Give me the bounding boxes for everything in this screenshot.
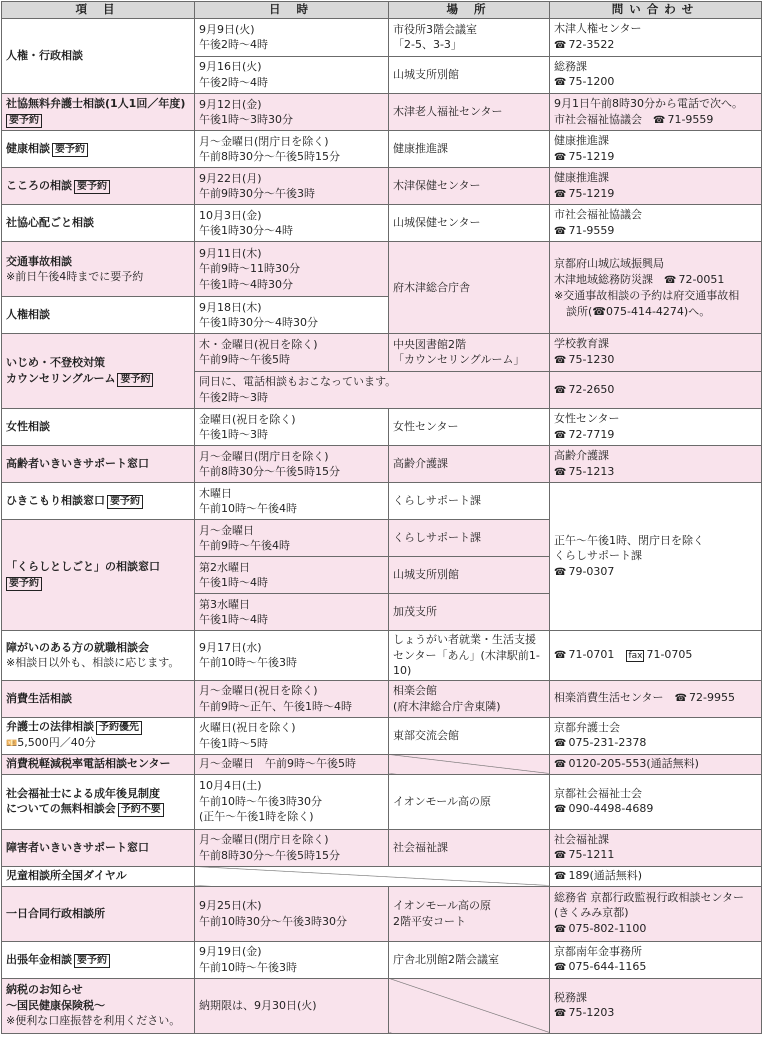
- phone-number: ☎ 72-7719: [554, 427, 757, 444]
- item-cell: 障害者いきいきサポート窓口: [2, 829, 195, 866]
- text-line: 交通事故相談: [6, 254, 72, 268]
- contact-cell: [550, 717, 762, 754]
- phone-number: ☎ 72-3522: [554, 37, 757, 54]
- text-line: ※相談日以外も、相談に応じます。: [6, 656, 180, 670]
- contact-cell: [550, 56, 762, 94]
- text-line: 9月1日午前8時30分から電話で次へ。: [554, 97, 743, 110]
- date-cell: [195, 94, 389, 131]
- table-row: [2, 774, 762, 829]
- text-line: 「カウンセリングルーム」: [393, 353, 525, 367]
- contact-cell: [550, 409, 762, 446]
- text-line: 「くらしとしごと」の相談窓口: [6, 560, 160, 574]
- item-cell: [2, 94, 195, 131]
- text-line: 9月25日(木): [199, 899, 262, 912]
- text-line: 5,500円／40分: [17, 735, 96, 749]
- text-line: 健康推進課: [554, 134, 609, 147]
- contact-cell: [550, 774, 762, 829]
- text-line: (正午～午後1時を除く): [199, 810, 314, 824]
- phone-number: ☎ 72-0051: [664, 273, 724, 286]
- date-cell: 月～金曜日 午前9時～午後5時: [195, 754, 389, 774]
- text-line: 月～金曜日(閉庁日を除く): [199, 833, 329, 846]
- empty-cell: [389, 754, 550, 774]
- reserve-badge: 要予約: [74, 954, 110, 968]
- text-line: くらしサポート課: [554, 549, 642, 563]
- reserve-badge: 要予約: [117, 373, 153, 387]
- header-place: 場 所: [389, 2, 550, 19]
- text-line: 中央図書館2階: [393, 337, 466, 351]
- place-cell: 木津保健センター: [389, 168, 550, 205]
- date-cell: [195, 829, 389, 866]
- contact-cell: [550, 371, 762, 409]
- text-line: ～国民健康保険税～: [6, 998, 105, 1012]
- text-line: 総務省 京都行政監視行政相談センター: [554, 890, 745, 904]
- header-row: [2, 2, 762, 19]
- table-row: [2, 717, 762, 754]
- text-line: 午前10時～午後3時: [199, 656, 297, 670]
- phone-number: ☎ 090-4498-4689: [554, 801, 757, 818]
- contact-cell: [550, 978, 762, 1033]
- date-cell: [195, 717, 389, 754]
- text-line: 健康相談: [6, 142, 50, 155]
- empty-cell: [195, 866, 550, 886]
- text-line: 10月4日(土): [199, 779, 262, 793]
- item-cell: 女性相談: [2, 409, 195, 446]
- text-line: 正午～午後1時、閉庁日を除く: [554, 533, 704, 547]
- item-cell: 児童相談所全国ダイヤル: [2, 866, 195, 886]
- text-line: 女性センター: [554, 412, 620, 425]
- text-line: 京都社会福祉士会: [554, 786, 642, 800]
- reserve-badge: 要予約: [52, 143, 88, 157]
- table-row: [2, 334, 762, 372]
- table-row: [2, 941, 762, 978]
- phone-number: ☎ 75-1213: [554, 464, 757, 481]
- text-line: 午前9時～午後4時: [199, 539, 290, 552]
- item-cell: 人権相談: [2, 297, 195, 334]
- header-contact: 問い合わせ: [550, 2, 762, 19]
- item-cell: [2, 168, 195, 205]
- text-line: 金曜日(祝日を除く): [199, 412, 296, 426]
- item-cell: [2, 774, 195, 829]
- table-row: [2, 205, 762, 242]
- text-line: 9月11日(木): [199, 246, 262, 260]
- date-cell: [195, 334, 389, 372]
- text-line: 市社会福祉協議会: [554, 208, 642, 221]
- table-row: [2, 866, 762, 886]
- date-cell: [195, 774, 389, 829]
- text-line: 9月22日(月): [199, 171, 262, 185]
- item-cell: [2, 717, 195, 754]
- text-line: 午前9時～11時30分: [199, 262, 300, 276]
- fee-icon: 💴: [6, 738, 18, 749]
- table-row: [2, 446, 762, 483]
- text-line: 2階平安コート: [393, 914, 466, 928]
- place-cell: くらしサポート課: [389, 520, 550, 557]
- text-line: 午後2時～3時: [199, 390, 268, 404]
- item-cell: 消費税軽減税率電話相談センター: [2, 754, 195, 774]
- text-line: こころの相談: [6, 179, 72, 192]
- text-line: 木・金曜日(祝日を除く): [199, 337, 318, 351]
- item-cell: [2, 941, 195, 978]
- text-line: 木津人権センター: [554, 22, 642, 36]
- contact-cell: [550, 205, 762, 242]
- contact-cell: [550, 631, 762, 681]
- text-line: 相楽会館: [393, 684, 437, 697]
- phone-number: ☎ 75-1211: [554, 847, 757, 864]
- phone-number: ☎ 75-1219: [554, 149, 757, 166]
- table-row: [2, 680, 762, 717]
- place-cell: [389, 886, 550, 941]
- date-cell: 納期限は、9月30日(火): [195, 978, 389, 1033]
- date-cell: [195, 56, 389, 94]
- text-line: 午前9時～正午、午後1時～4時: [199, 699, 352, 713]
- item-cell: 社協心配ごと相談: [2, 205, 195, 242]
- text-line: いじめ・不登校対策: [6, 356, 105, 370]
- text-line: ※交通事故相談の予約は府交通事故相: [554, 289, 740, 302]
- date-cell: [195, 557, 389, 594]
- table-row: [2, 829, 762, 866]
- text-line: 午後1時～3時: [199, 428, 268, 441]
- text-line: 午前10時～午後3時: [199, 960, 297, 974]
- contact-cell: [550, 19, 762, 57]
- text-line: 京都府山城広域振興局: [554, 257, 664, 270]
- text-line: 午前8時30分～午後5時15分: [199, 150, 340, 163]
- contact-cell: [550, 886, 762, 941]
- place-cell: イオンモール高の原: [389, 774, 550, 829]
- text-line: ※便利な口座振替を利用ください。: [6, 1014, 181, 1028]
- text-line: 木曜日: [199, 486, 232, 500]
- table-row: [2, 19, 762, 57]
- text-line: 社協無料弁護士相談(1人1回／年度): [6, 97, 186, 111]
- date-cell: [195, 19, 389, 57]
- text-line: イオンモール高の原: [393, 899, 492, 912]
- contact-cell: [550, 829, 762, 866]
- text-line: センター「あん」(木津駅前1-10): [393, 648, 540, 677]
- text-line: 午前9時30分～午後3時: [199, 187, 315, 200]
- phone-number: ☎ 75-1200: [554, 74, 757, 91]
- item-cell: [2, 334, 195, 409]
- text-line: 市社会福祉協議会: [554, 112, 642, 126]
- reserve-badge: 要予約: [74, 180, 110, 194]
- place-cell: 女性センター: [389, 409, 550, 446]
- phone-number: ☎ 075-802-1100: [554, 921, 757, 938]
- text-line: 午前10時～午後4時: [199, 502, 297, 515]
- place-cell: 健康推進課: [389, 131, 550, 168]
- text-line: 同日に、電話相談もおこなっています。: [199, 375, 397, 389]
- text-line: 午前8時30分～午後5時15分: [199, 848, 340, 862]
- consultation-table: [1, 1, 762, 1034]
- text-line: 月～金曜日(閉庁日を除く): [199, 134, 329, 148]
- table-row: [2, 409, 762, 446]
- phone-number: ☎ 75-1203: [554, 1005, 757, 1022]
- text-line: 弁護士の法律相談: [6, 719, 94, 733]
- contact-cell: [550, 131, 762, 168]
- contact-cell: [550, 483, 762, 631]
- date-cell: [195, 483, 389, 520]
- table-row: [2, 754, 762, 774]
- no-reserve-badge: 予約不要: [118, 803, 164, 817]
- text-line: 納税のお知らせ: [6, 983, 83, 997]
- text-line: 出張年金相談: [6, 952, 72, 966]
- date-cell: [195, 168, 389, 205]
- place-cell: 山城支所別館: [389, 56, 550, 94]
- table-row: [2, 978, 762, 1033]
- text-line: 社会福祉士による成年後見制度: [6, 786, 160, 800]
- text-line: 9月12日(金): [199, 97, 262, 111]
- place-cell: 東部交流会館: [389, 717, 550, 754]
- phone-number: ☎ 72-2650: [554, 382, 757, 399]
- item-cell: [2, 978, 195, 1033]
- item-cell: [2, 520, 195, 631]
- date-cell: [195, 446, 389, 483]
- text-line: についての無料相談会: [6, 802, 116, 816]
- header-item: 項 目: [2, 2, 195, 19]
- date-cell: [195, 409, 389, 446]
- date-cell: [195, 520, 389, 557]
- place-cell: 加茂支所: [389, 594, 550, 631]
- date-cell: [195, 242, 389, 297]
- place-cell: [389, 631, 550, 681]
- text-line: 第3水曜日: [199, 597, 250, 611]
- text-line: 税務課: [554, 990, 587, 1004]
- phone-number: ☎ 0120-205-553(通話無料): [554, 757, 699, 770]
- phone-number: ☎ 75-1219: [554, 186, 757, 203]
- text-line: 9月9日(火): [199, 22, 255, 36]
- note-cell: [195, 371, 550, 409]
- contact-cell: [550, 334, 762, 372]
- empty-cell: [389, 978, 550, 1033]
- item-cell: [2, 483, 195, 520]
- text-line: 午後1時30分～4時30分: [199, 316, 318, 329]
- text-line: 午前10時～午後3時30分: [199, 794, 322, 808]
- text-line: 10月3日(金): [199, 208, 262, 222]
- table-row: [2, 631, 762, 681]
- contact-cell: [550, 866, 762, 886]
- text-line: 午前9時～午後5時: [199, 353, 290, 367]
- item-cell: 消費生活相談: [2, 680, 195, 717]
- text-line: カウンセリングルーム: [6, 371, 116, 385]
- place-cell: 府木津総合庁舎: [389, 242, 550, 334]
- phone-number: ☎ 71-9559: [554, 223, 757, 240]
- text-line: 71-0705: [646, 648, 693, 661]
- text-line: 9月17日(水): [199, 640, 262, 654]
- table-row: [2, 242, 762, 297]
- contact-cell: [550, 680, 762, 717]
- table-row: [2, 483, 762, 520]
- text-line: 木津地域総務防災課: [554, 272, 653, 286]
- text-line: 健康推進課: [554, 171, 609, 184]
- place-cell: 社会福祉課: [389, 829, 550, 866]
- date-cell: [195, 886, 389, 941]
- text-line: 障がいのある方の就職相談会: [6, 640, 149, 654]
- text-line: 月～金曜日: [199, 523, 254, 537]
- text-line: 社会福祉課: [554, 832, 609, 846]
- text-line: 火曜日(祝日を除く): [199, 721, 296, 734]
- text-line: 相楽消費生活センター: [554, 691, 664, 705]
- contact-cell: [550, 446, 762, 483]
- date-cell: [195, 297, 389, 334]
- text-line: 午後1時～4時: [199, 576, 268, 589]
- phone-number: ☎ 189(通話無料): [554, 869, 642, 882]
- text-line: 談所(☎075-414-4274)へ。: [566, 304, 711, 318]
- date-cell: [195, 631, 389, 681]
- header-date: 日 時: [195, 2, 389, 19]
- text-line: 午前10時30分～午後3時30分: [199, 914, 347, 928]
- phone-number: ☎ 72-9955: [675, 691, 735, 704]
- contact-cell: [550, 754, 762, 774]
- item-cell: 人権・行政相談: [2, 19, 195, 94]
- text-line: 午前8時30分～午後5時15分: [199, 465, 340, 478]
- text-line: 月～金曜日(祝日を除く): [199, 684, 318, 697]
- place-cell: 山城支所別館: [389, 557, 550, 594]
- text-line: 月～金曜日(閉庁日を除く): [199, 449, 329, 463]
- text-line: (きくみみ京都): [554, 906, 629, 920]
- phone-number: ☎ 075-231-2378: [554, 735, 757, 752]
- text-line: 午後2時～4時: [199, 38, 268, 52]
- phone-number: ☎ 75-1230: [554, 352, 757, 369]
- reserve-badge: 要予約: [107, 495, 143, 509]
- table-row: [2, 886, 762, 941]
- date-cell: [195, 680, 389, 717]
- text-line: 9月19日(金): [199, 945, 262, 958]
- text-line: 京都弁護士会: [554, 720, 620, 734]
- place-cell: くらしサポート課: [389, 483, 550, 520]
- text-line: 午後1時～4時: [199, 613, 268, 626]
- place-cell: [389, 334, 550, 372]
- contact-cell: [550, 242, 762, 334]
- text-line: 学校教育課: [554, 337, 609, 351]
- item-cell: [2, 131, 195, 168]
- fax-icon: fax: [628, 651, 643, 661]
- reserve-badge: 要予約: [6, 114, 42, 128]
- text-line: 午後1時～3時30分: [199, 113, 293, 126]
- text-line: 午後1時～5時: [199, 736, 268, 750]
- priority-badge: 予約優先: [96, 721, 142, 735]
- table-row: [2, 94, 762, 131]
- contact-cell: [550, 94, 762, 131]
- text-line: ※前日午後4時までに要予約: [6, 270, 144, 283]
- place-cell: [389, 680, 550, 717]
- item-cell: 高齢者いきいきサポート窓口: [2, 446, 195, 483]
- item-cell: 一日合同行政相談所: [2, 886, 195, 941]
- phone-number: ☎ 71-0701: [554, 648, 614, 661]
- place-cell: [389, 19, 550, 57]
- text-line: 午後1時30分～4時: [199, 224, 293, 237]
- place-cell: 高齢介護課: [389, 446, 550, 483]
- text-line: 午後2時～4時: [199, 75, 268, 89]
- text-line: 高齢介護課: [554, 449, 609, 462]
- text-line: 9月16日(火): [199, 60, 262, 74]
- text-line: 京都南年金事務所: [554, 944, 642, 958]
- contact-cell: [550, 168, 762, 205]
- text-line: ひきこもり相談窓口: [6, 494, 105, 507]
- place-cell: 山城保健センター: [389, 205, 550, 242]
- date-cell: [195, 941, 389, 978]
- place-cell: 庁舎北別館2階会議室: [389, 941, 550, 978]
- table-row: [2, 168, 762, 205]
- item-cell: [2, 631, 195, 681]
- phone-number: ☎ 79-0307: [554, 564, 757, 581]
- text-line: (府木津総合庁舎東隣): [393, 699, 501, 713]
- table-row: [2, 131, 762, 168]
- text-line: 午後1時～4時30分: [199, 277, 293, 291]
- date-cell: [195, 594, 389, 631]
- text-line: 「2-5、3-3」: [393, 38, 462, 52]
- item-cell: [2, 242, 195, 297]
- date-cell: [195, 131, 389, 168]
- date-cell: [195, 205, 389, 242]
- text-line: しょうがい者就業・生活支援: [393, 633, 536, 646]
- text-line: 総務課: [554, 59, 587, 73]
- place-cell: 木津老人福祉センター: [389, 94, 550, 131]
- phone-number: ☎ 075-644-1165: [554, 959, 757, 976]
- text-line: 9月18日(木): [199, 300, 262, 314]
- reserve-badge: 要予約: [6, 577, 42, 591]
- text-line: 市役所3階会議室: [393, 22, 477, 36]
- phone-number: ☎ 71-9559: [653, 113, 713, 126]
- text-line: 第2水曜日: [199, 560, 250, 574]
- contact-cell: [550, 941, 762, 978]
